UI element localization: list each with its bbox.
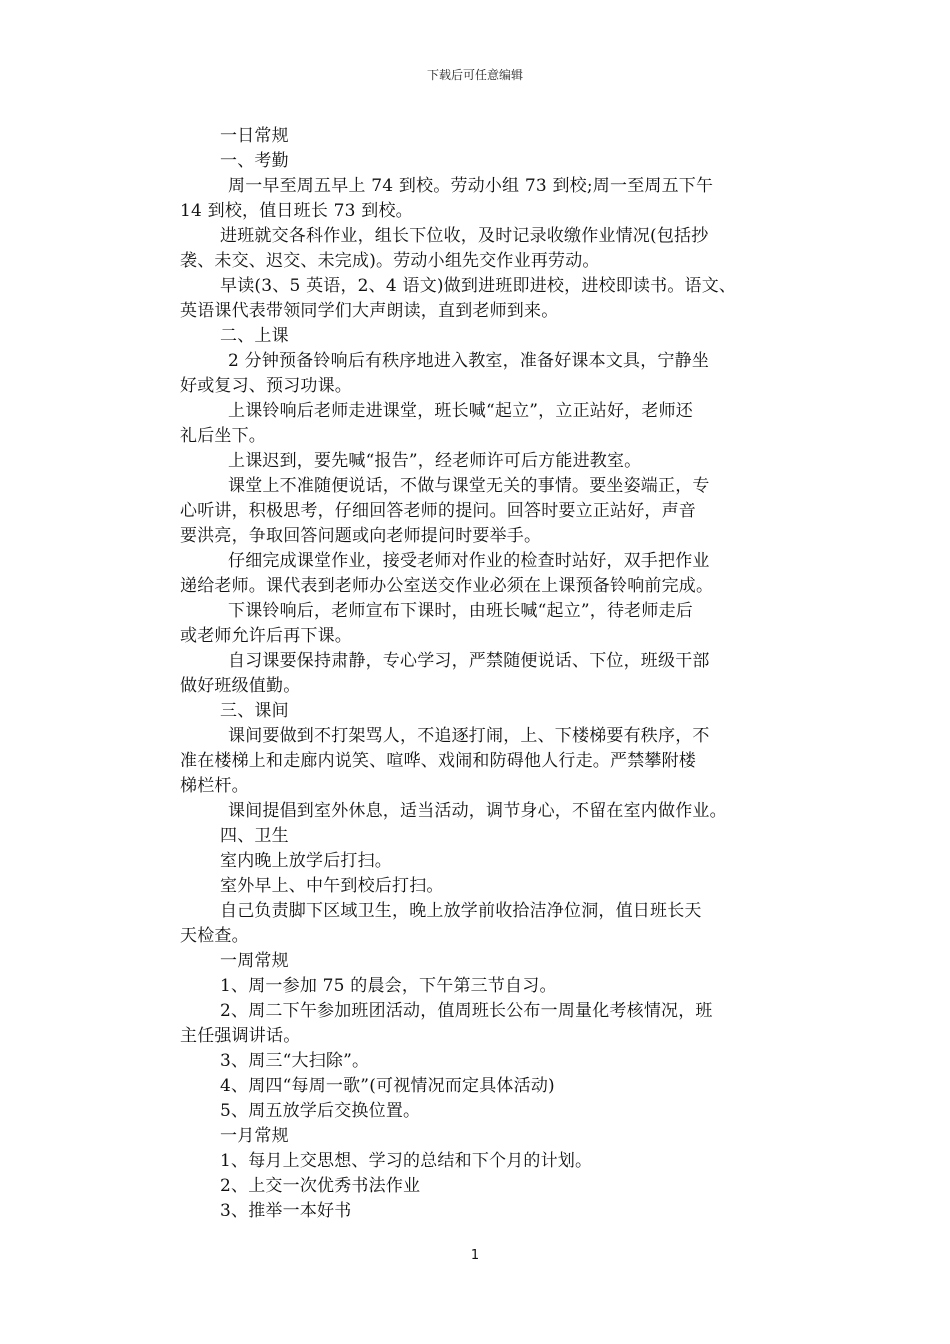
text-line: 自己负责脚下区域卫生，晚上放学前收拾洁净位洞，值日班长天 <box>220 901 702 921</box>
text-line: 上课铃响后老师走进课堂，班长喊“起立”，立正站好，老师还 <box>228 401 693 421</box>
text-line: 一月常规 <box>220 1126 289 1146</box>
text-line: 要洪亮，争取回答问题或向老师提问时要举手。 <box>180 526 542 546</box>
text-line: 一、考勤 <box>220 151 289 171</box>
text-line: 做好班级值勤。 <box>180 676 301 696</box>
text-line: 或老师允许后再下课。 <box>180 626 352 646</box>
text-line: 下课铃响后，老师宣布下课时，由班长喊“起立”，待老师走后 <box>228 601 693 621</box>
text-line: 递给老师。课代表到老师办公室送交作业必须在上课预备铃响前完成。 <box>180 576 714 596</box>
text-line: 准在楼梯上和走廊内说笑、喧哗、戏闹和防碍他人行走。严禁攀附楼 <box>180 751 696 771</box>
text-line: 进班就交各科作业，组长下位收，及时记录收缴作业情况(包括抄 <box>220 226 709 246</box>
text-line: 3、推举一本好书 <box>220 1201 352 1221</box>
page-number: 1 <box>470 1248 480 1263</box>
text-line: 梯栏杆。 <box>180 776 249 796</box>
text-line: 天检查。 <box>180 926 249 946</box>
document-body <box>180 124 780 1224</box>
text-line: 四、卫生 <box>220 826 289 846</box>
text-line: 上课迟到，要先喊“报告”，经老师许可后方能进教室。 <box>228 451 642 471</box>
text-line: 二、上课 <box>220 326 289 346</box>
text-line: 一日常规 <box>220 126 289 146</box>
text-line: 仔细完成课堂作业，接受老师对作业的检查时站好，双手把作业 <box>228 551 710 571</box>
text-line: 英语课代表带领同学们大声朗读，直到老师到来。 <box>180 301 559 321</box>
text-line: 2、周二下午参加班团活动，值周班长公布一周量化考核情况，班 <box>220 1001 713 1021</box>
text-line: 14 到校，值日班长 73 到校。 <box>180 201 413 221</box>
text-line: 主任强调讲话。 <box>180 1026 301 1046</box>
text-line: 3、周三“大扫除”。 <box>220 1051 370 1071</box>
text-line: 周一早至周五早上 74 到校。劳动小组 73 到校;周一至周五下午 <box>228 176 714 196</box>
text-line: 1、每月上交思想、学习的总结和下个月的计划。 <box>220 1151 593 1171</box>
text-line: 2 分钟预备铃响后有秩序地进入教室，准备好课本文具，宁静坐 <box>228 351 710 371</box>
text-line: 室外早上、中午到校后打扫。 <box>220 876 444 896</box>
text-line: 三、课间 <box>220 701 289 721</box>
text-line: 心听讲，积极思考，仔细回答老师的提问。回答时要立正站好，声音 <box>180 501 696 521</box>
text-line: 4、周四“每周一歌”(可视情况而定具体活动) <box>220 1076 555 1096</box>
text-line: 好或复习、预习功课。 <box>180 376 352 396</box>
text-line: 室内晚上放学后打扫。 <box>220 851 392 871</box>
page-header: 下载后可任意编辑 <box>426 68 523 82</box>
text-line: 早读(3、5 英语，2、4 语文)做到进班即进校，进校即读书。语文、 <box>220 276 737 296</box>
text-line: 课间提倡到室外休息，适当活动，调节身心，不留在室内做作业。 <box>228 801 727 821</box>
text-line: 袭、未交、迟交、未完成)。劳动小组先交作业再劳动。 <box>180 251 600 271</box>
text-line: 1、周一参加 75 的晨会，下午第三节自习。 <box>220 976 557 996</box>
text-line: 自习课要保持肃静，专心学习，严禁随便说话、下位，班级干部 <box>228 651 710 671</box>
text-line: 5、周五放学后交换位置。 <box>220 1101 421 1121</box>
text-line: 课堂上不准随便说话，不做与课堂无关的事情。要坐姿端正，专 <box>228 476 710 496</box>
text-line: 礼后坐下。 <box>180 426 266 446</box>
text-line: 2、上交一次优秀书法作业 <box>220 1176 421 1196</box>
text-line: 课间要做到不打架骂人，不追逐打闹，上、下楼梯要有秩序，不 <box>228 726 710 746</box>
text-line: 一周常规 <box>220 951 289 971</box>
